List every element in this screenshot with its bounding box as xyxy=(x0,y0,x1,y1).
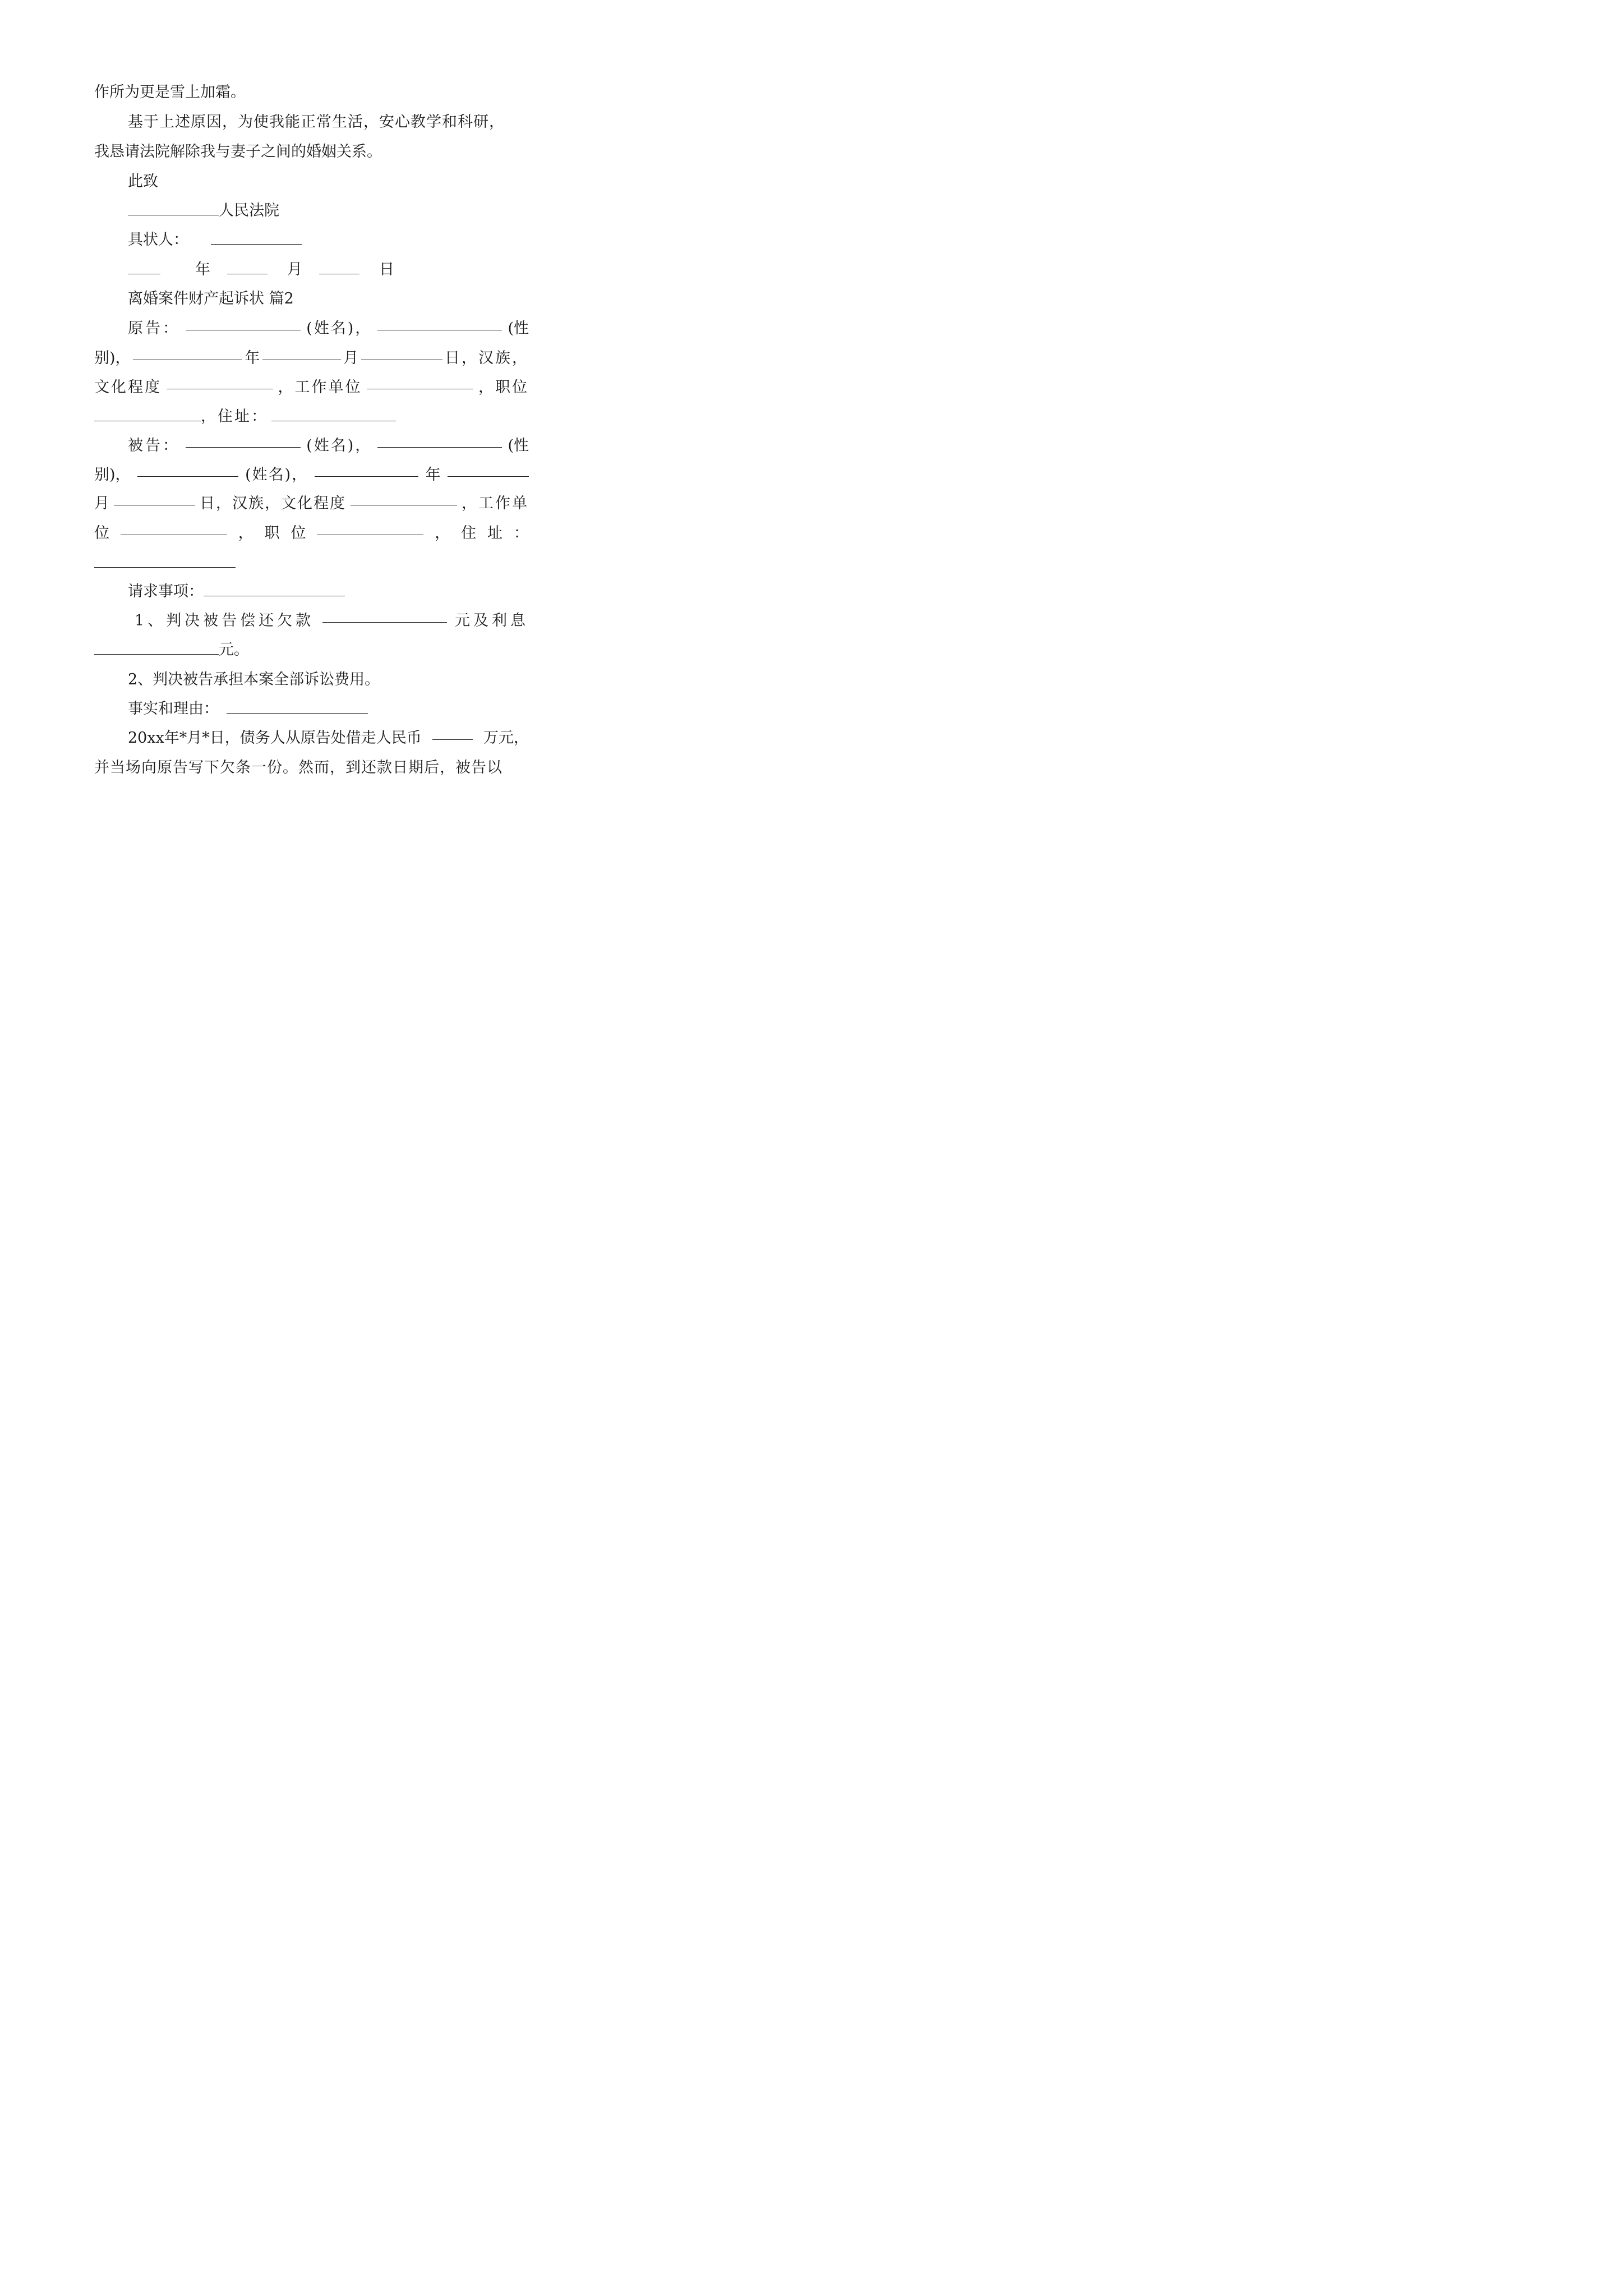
claim1-interest: 元及利息 xyxy=(455,612,529,629)
claim-line xyxy=(128,669,529,691)
date-line xyxy=(128,259,529,281)
court-text: 人民法院 xyxy=(219,202,279,219)
day-ethnic-edu-label: 日，汉族，文化程度 xyxy=(200,495,346,512)
plaintiff-line xyxy=(94,347,529,370)
blank-field xyxy=(448,464,529,477)
facts-line xyxy=(94,757,529,779)
position-label: ，职位 xyxy=(478,379,529,396)
blank-field xyxy=(204,583,345,596)
claims-line xyxy=(128,581,529,603)
claim1-text: 1、判决被告偿还欠款 xyxy=(135,612,315,629)
section-title-text: 离婚案件财产起诉状 篇2 xyxy=(128,290,294,307)
defendant-line xyxy=(94,552,529,574)
blank-field xyxy=(227,701,368,714)
blank-field xyxy=(137,464,238,477)
facts-label: 事实和理由： xyxy=(128,700,219,717)
month-label: 月 xyxy=(343,349,359,367)
blank-field xyxy=(121,522,227,535)
year-label: 年 xyxy=(245,349,260,367)
date-month: 月 xyxy=(287,261,302,278)
address-label: ，住址： xyxy=(201,408,268,425)
claim-line xyxy=(135,610,529,632)
court-line xyxy=(128,200,529,222)
blank-field xyxy=(133,347,242,360)
signer-label: 具状人： xyxy=(128,231,188,249)
facts-line xyxy=(128,727,529,749)
zhu-char: 住 xyxy=(461,524,477,542)
text: 基于上述原因，为使我能正常生活，安心教学和科研， xyxy=(128,113,505,131)
section-title xyxy=(128,288,529,310)
colon: ： xyxy=(513,524,529,542)
date-day: 日 xyxy=(379,261,394,278)
facts-unit: 万元， xyxy=(483,729,529,747)
sex-label: (性 xyxy=(508,320,529,337)
paragraph-line xyxy=(94,81,529,104)
education-label: 文化程度 xyxy=(94,379,162,396)
plaintiff-line xyxy=(128,318,529,340)
defendant-line xyxy=(94,493,529,515)
zhi-char: 职 xyxy=(264,524,280,542)
paragraph-line xyxy=(128,111,529,134)
wei-char: 位 xyxy=(94,524,109,542)
blank-field xyxy=(377,435,502,448)
text: 作所为更是雪上加霜。 xyxy=(94,84,246,101)
blank-field xyxy=(94,555,236,568)
name-label: (姓名)， xyxy=(245,466,308,484)
blank-field xyxy=(367,376,473,389)
claim-line xyxy=(94,639,529,661)
blank-field xyxy=(351,493,457,505)
blank-field xyxy=(322,610,447,623)
closing-line xyxy=(128,171,529,193)
blank-field xyxy=(317,522,423,535)
blank-field xyxy=(94,408,201,421)
blank-field xyxy=(94,642,219,655)
facts-text: 并当场向原告写下欠条一份。然而，到还款日期后，被告以 xyxy=(94,759,502,776)
claim2-text: 2、判决被告承担本案全部诉讼费用。 xyxy=(128,671,380,688)
sex-label-end: 别)， xyxy=(94,349,131,367)
work-unit-label: ，工作单位 xyxy=(278,379,362,396)
closing-text: 此致 xyxy=(128,173,158,190)
signer-line xyxy=(128,229,529,251)
blank-field xyxy=(186,435,301,448)
zhi2-char: 址 xyxy=(487,524,502,542)
blank-field xyxy=(271,408,396,421)
claim1-end: 元。 xyxy=(219,641,249,659)
name-label: (姓名)， xyxy=(306,320,372,337)
blank-field xyxy=(227,261,268,274)
plaintiff-label: 原告： xyxy=(128,320,180,337)
defendant-line xyxy=(94,522,529,545)
day-ethnic-label: 日，汉族， xyxy=(444,349,529,367)
blank-field xyxy=(262,347,341,360)
facts-text: 20xx年*月*日，债务人从原告处借走人民币 xyxy=(128,729,422,747)
defendant-line xyxy=(94,464,529,486)
sex-label-end: 别)， xyxy=(94,466,131,484)
paragraph-line xyxy=(94,141,529,163)
blank-field xyxy=(167,376,273,389)
sex-label: (性 xyxy=(508,437,529,454)
claims-label: 请求事项： xyxy=(128,583,204,600)
text: 我恳请法院解除我与妻子之间的婚姻关系。 xyxy=(94,143,382,160)
plaintiff-line xyxy=(94,376,529,399)
blank-field xyxy=(432,727,473,740)
defendant-line xyxy=(128,435,529,457)
name-label: (姓名)， xyxy=(306,437,372,454)
document-page xyxy=(0,0,620,878)
comma: ， xyxy=(435,524,450,542)
blank-field xyxy=(114,493,195,505)
defendant-label: 被告： xyxy=(128,437,180,454)
blank-field xyxy=(128,203,219,215)
blank-field xyxy=(319,261,359,274)
wei-char: 位 xyxy=(291,524,306,542)
comma: ， xyxy=(238,524,253,542)
blank-field xyxy=(315,464,418,477)
month-label: 月 xyxy=(94,495,109,512)
work-unit-label: ，工作单 xyxy=(462,495,529,512)
blank-field xyxy=(361,347,442,360)
date-year: 年 xyxy=(195,261,210,278)
blank-field xyxy=(211,232,302,245)
facts-line xyxy=(128,698,529,720)
plaintiff-line xyxy=(94,406,529,428)
year-label: 年 xyxy=(425,466,441,484)
blank-field xyxy=(377,318,502,330)
blank-field xyxy=(128,261,160,274)
blank-field xyxy=(186,318,301,330)
